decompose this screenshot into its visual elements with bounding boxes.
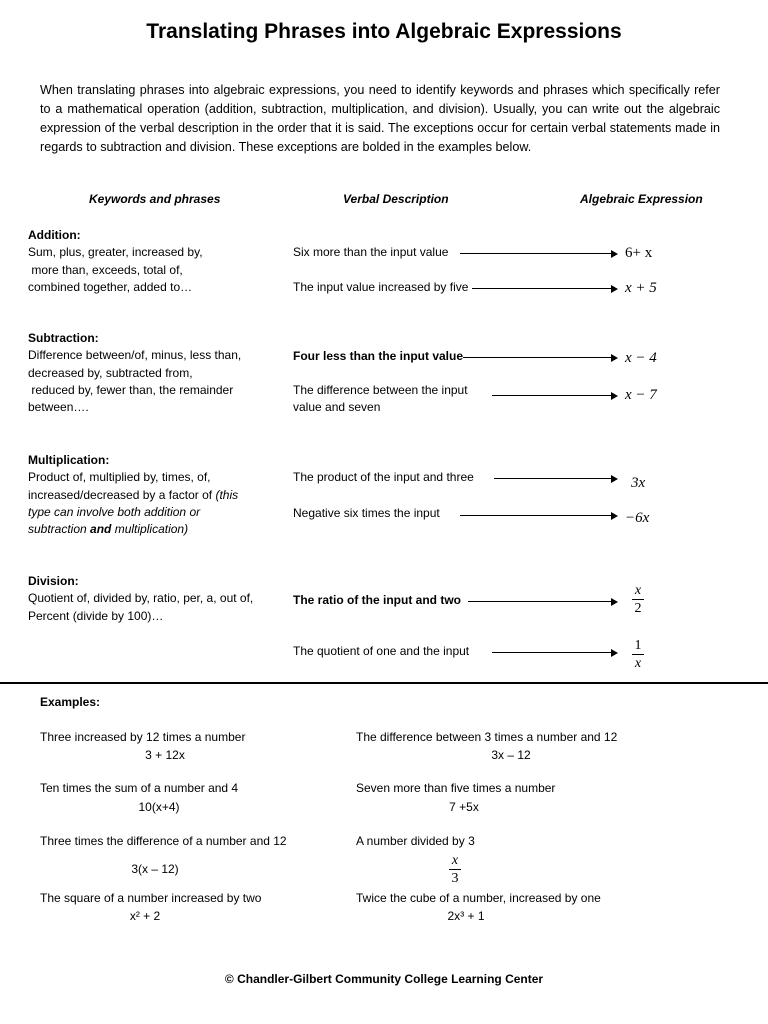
fraction-bar: [449, 869, 461, 870]
keyword-line: between….: [28, 400, 89, 415]
examples-heading: Examples:: [40, 695, 101, 709]
expr-text: 6+ x: [625, 245, 653, 261]
denominator: 2: [634, 601, 642, 616]
header-keywords: Keywords and phrases: [89, 192, 221, 206]
example-answer: x² + 2: [129, 909, 161, 923]
algebraic-expression: x − 4: [625, 350, 657, 366]
keyword-note: multiplication): [111, 522, 189, 537]
example-phrase: Seven more than five times a number: [356, 781, 556, 795]
arrow: [492, 652, 616, 653]
example-answer: 7 +5x: [449, 800, 479, 814]
keyword-note: type can involve both addition or: [28, 504, 201, 519]
arrow: [462, 357, 616, 358]
keyword-line: [28, 504, 283, 521]
verbal-phrase: Negative six times the input: [293, 505, 444, 522]
example-answer: 2x³ + 1: [447, 909, 485, 923]
keyword-note-bold: and: [90, 522, 112, 537]
fraction-expression: [632, 583, 644, 616]
algebraic-expression: [625, 245, 652, 262]
keyword-line: Product of, multiplied by, times, of,: [28, 470, 211, 485]
example-phrase: Three times the difference of a number and 12: [40, 834, 287, 848]
verbal-phrase: Four less than the input value: [293, 349, 464, 363]
example-phrase: Three increased by 12 times a number: [40, 730, 246, 744]
keyword-line: decreased by, subtracted from,: [28, 365, 193, 380]
example-phrase: A number divided by 3: [356, 834, 475, 848]
arrow: [464, 288, 616, 289]
keyword-text: reduced by, fewer than, the remainder: [28, 382, 234, 397]
arrow: [460, 515, 616, 516]
example-answer-fraction: [449, 853, 461, 886]
keyword-line: [28, 487, 283, 504]
section-heading: Addition:: [28, 228, 81, 242]
phrase-line: value and seven: [293, 400, 381, 414]
verbal-phrase: Six more than the input value: [293, 244, 452, 261]
phrase-line: The difference between the input: [293, 383, 468, 397]
intro-paragraph: When translating phrases into algebraic expressions, you need to identify keywords and phrases which specifically refer to a mathematical operation (addition, subtraction, multiplication, and division). Usually, you can write out the algebraic expression of the verbal description in the order that it is said. The exceptions occur for certain verbal statements made in regards to subtraction and division. These exceptions are bolded in the examples below.: [40, 83, 720, 154]
verbal-phrase: [293, 382, 468, 416]
verbal-phrase: The input value increased by five: [293, 279, 472, 296]
example-answer: 3(x – 12): [131, 862, 179, 876]
section-addition: [28, 227, 283, 296]
example-phrase: Twice the cube of a number, increased by one: [356, 891, 601, 905]
numerator: x: [451, 853, 459, 868]
verbal-phrase: The ratio of the input and two: [293, 593, 461, 607]
fraction-bar: [632, 654, 644, 655]
keyword-line: combined together, added to…: [28, 279, 193, 294]
keyword-line: Percent (divide by 100)…: [28, 608, 164, 623]
fraction-expression: [632, 638, 644, 671]
section-heading: Subtraction:: [28, 331, 99, 345]
example-answer: 10(x+4): [138, 800, 180, 814]
algebraic-expression: 3x: [631, 475, 646, 491]
fraction-bar: [632, 599, 644, 600]
section-division: [28, 573, 283, 625]
denominator: 3: [451, 871, 459, 886]
keyword-line: more than, exceeds, total of,: [28, 262, 183, 277]
example-answer: 3x – 12: [491, 748, 531, 762]
keyword-line: Sum, plus, greater, increased by,: [28, 245, 203, 260]
numerator: 1: [634, 638, 642, 653]
example-phrase: The square of a number increased by two: [40, 891, 262, 905]
example-phrase: Ten times the sum of a number and 4: [40, 781, 239, 795]
section-heading: Division:: [28, 574, 79, 588]
verbal-phrase: The product of the input and three: [293, 469, 478, 486]
arrow: [494, 478, 616, 479]
numerator: x: [634, 583, 642, 598]
keyword-line: [28, 521, 283, 538]
algebraic-expression: x + 5: [625, 280, 657, 296]
keyword-line: [28, 382, 283, 399]
verbal-phrase: The quotient of one and the input: [293, 643, 473, 660]
header-algebraic: Algebraic Expression: [580, 192, 703, 206]
keyword-text: increased/decreased by a factor of: [28, 487, 216, 502]
keyword-line: Difference between/of, minus, less than,: [28, 348, 242, 363]
example-phrase: The difference between 3 times a number and 12: [356, 730, 618, 744]
algebraic-expression: x − 7: [625, 387, 657, 403]
arrow: [460, 253, 616, 254]
denominator: x: [634, 656, 642, 671]
header-verbal: Verbal Description: [343, 192, 449, 206]
footer-credit: © Chandler-Gilbert Community College Learning Center: [224, 972, 544, 986]
keyword-note: subtraction: [28, 522, 91, 537]
page-title: Translating Phrases into Algebraic Expressions: [146, 20, 622, 43]
arrow: [492, 395, 616, 396]
keyword-note: (this: [215, 487, 239, 502]
section-subtraction: [28, 330, 283, 416]
algebraic-expression: −6x: [625, 510, 650, 526]
section-multiplication: [28, 452, 283, 538]
keyword-line: Quotient of, divided by, ratio, per, a, out of,: [28, 591, 254, 606]
example-answer: 3 + 12x: [145, 748, 185, 762]
section-divider: [0, 682, 768, 684]
section-heading: Multiplication:: [28, 453, 110, 467]
arrow: [468, 601, 616, 602]
